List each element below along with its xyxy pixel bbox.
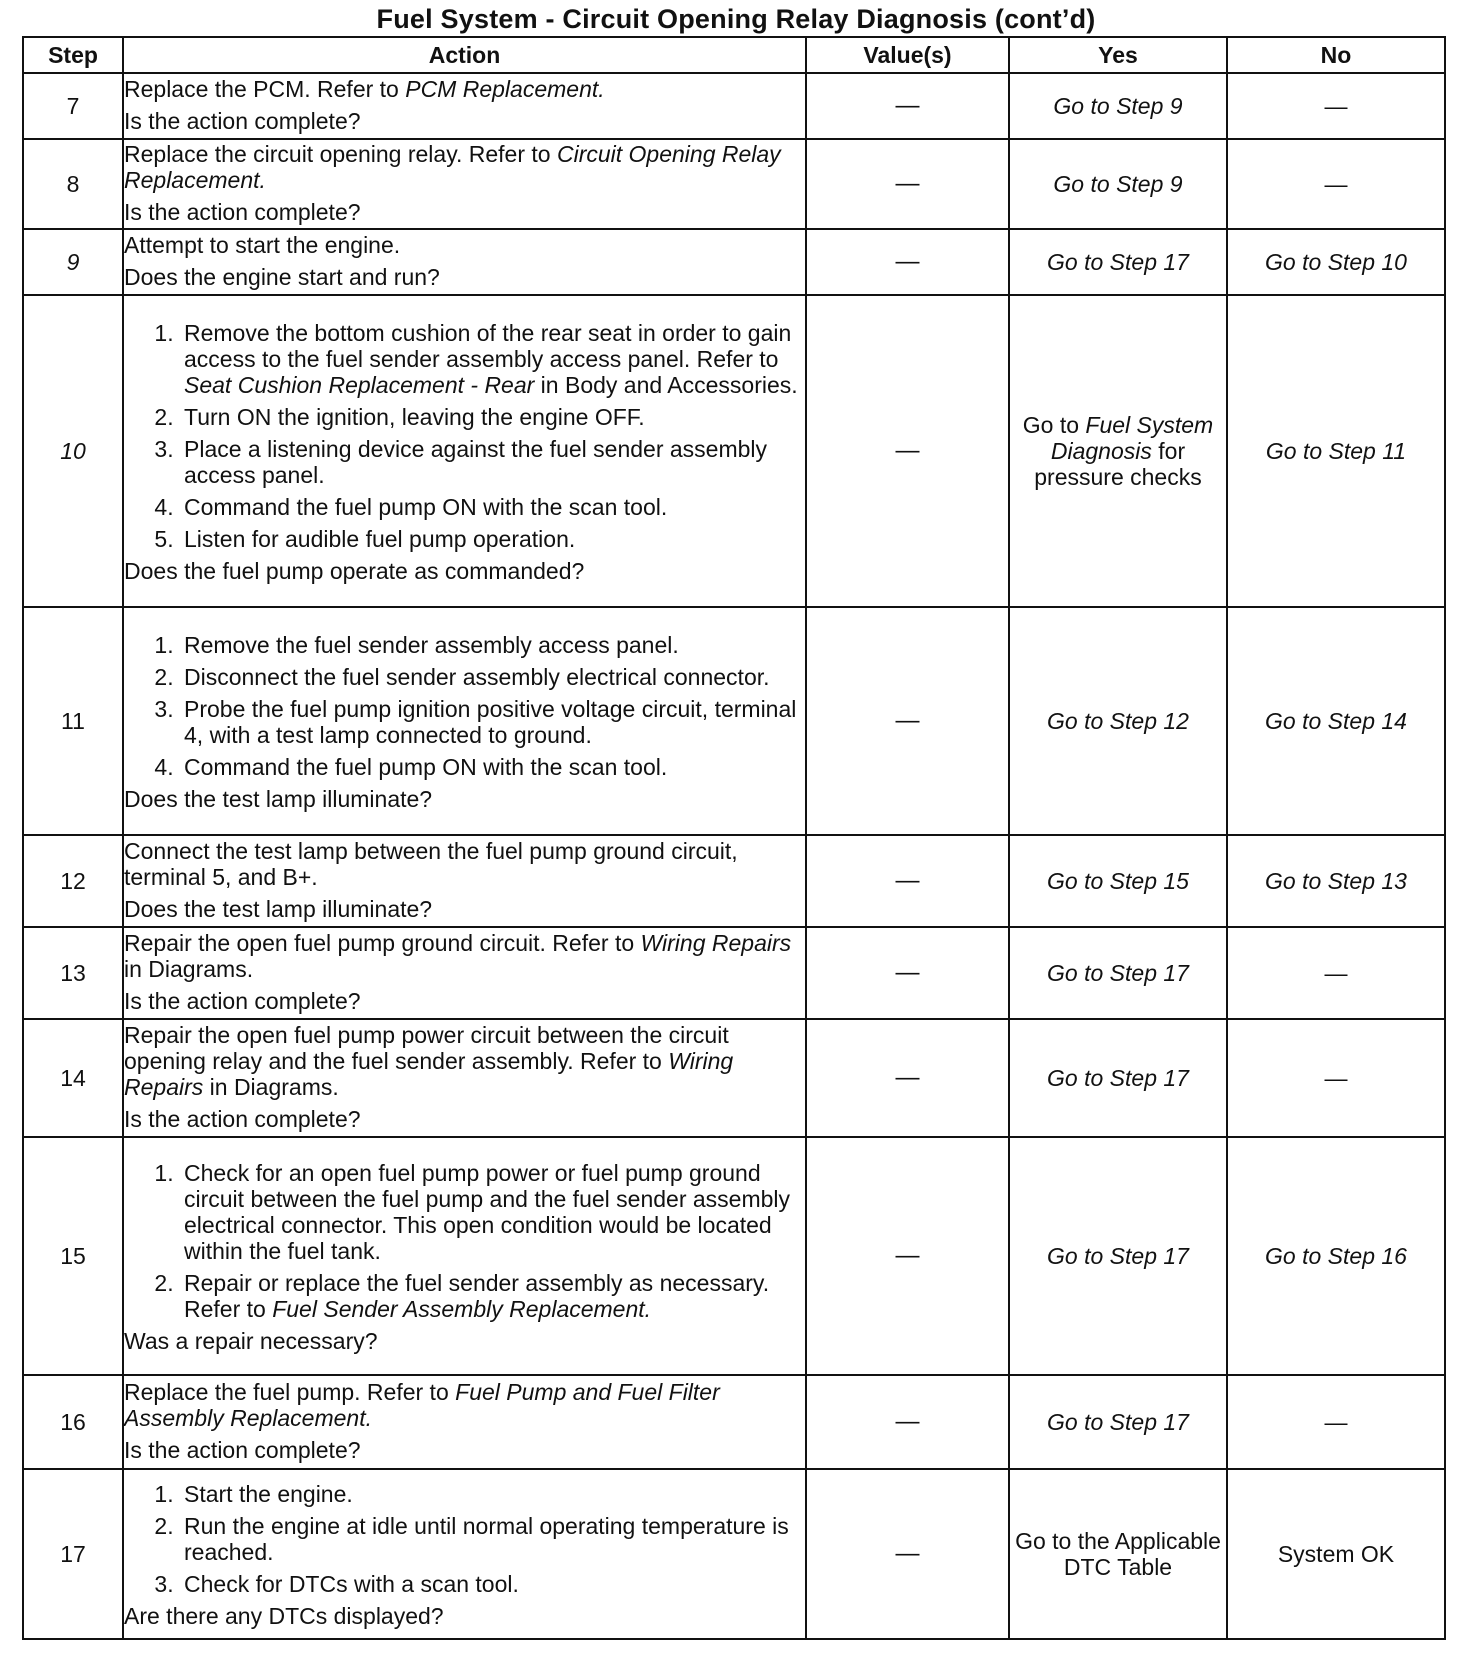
table-row-step-11 bbox=[23, 607, 1445, 835]
action-cell bbox=[123, 139, 806, 229]
step-number: 14 bbox=[23, 1019, 123, 1137]
yes-cell: Go to Step 17 bbox=[1009, 1375, 1227, 1469]
action-step-item: 3. Check for DTCs with a scan tool. bbox=[180, 1571, 805, 1597]
header-action: Action bbox=[123, 37, 806, 73]
yes-cell: Go to the Applicable DTC Table bbox=[1009, 1469, 1227, 1639]
step-number: 15 bbox=[23, 1137, 123, 1375]
action-step-item: 4. Command the fuel pump ON with the scan tool. bbox=[180, 754, 805, 780]
action-cell bbox=[123, 1469, 806, 1639]
action-cell bbox=[123, 1375, 806, 1469]
action-step-item: 1. Check for an open fuel pump power or fuel pump ground circuit between the fuel pump and the fuel sender assembly electrical connector. This open condition would be located within the fuel tank. bbox=[180, 1160, 805, 1264]
table-row-step-8 bbox=[23, 139, 1445, 229]
no-cell: Go to Step 13 bbox=[1227, 835, 1445, 927]
action-step-item: 1. Remove the fuel sender assembly access panel. bbox=[180, 632, 805, 658]
step-number: 10 bbox=[23, 295, 123, 607]
table-row-step-7 bbox=[23, 73, 1445, 139]
action-question: Does the fuel pump operate as commanded? bbox=[124, 558, 585, 584]
action-cell bbox=[123, 73, 806, 139]
action-steps-list bbox=[124, 1481, 805, 1597]
table-row-step-16 bbox=[23, 1375, 1445, 1469]
action-question: Is the action complete? bbox=[124, 108, 361, 134]
value-cell: — bbox=[806, 835, 1009, 927]
value-cell: — bbox=[806, 927, 1009, 1019]
action-step-item: 2. Disconnect the fuel sender assembly electrical connector. bbox=[180, 664, 805, 690]
action-question: Does the engine start and run? bbox=[124, 264, 440, 290]
action-step-item: 1. Start the engine. bbox=[180, 1481, 805, 1507]
no-cell: — bbox=[1227, 139, 1445, 229]
action-steps-list bbox=[124, 320, 805, 552]
action-cell bbox=[123, 1019, 806, 1137]
no-cell: Go to Step 11 bbox=[1227, 295, 1445, 607]
no-cell: Go to Step 14 bbox=[1227, 607, 1445, 835]
value-cell: — bbox=[806, 1019, 1009, 1137]
action-step-item: 2. Repair or replace the fuel sender assembly as necessary. Refer to Fuel Sender Assembly Replacement. bbox=[180, 1270, 805, 1322]
value-cell: — bbox=[806, 295, 1009, 607]
table-row-step-13 bbox=[23, 927, 1445, 1019]
value-cell: — bbox=[806, 1137, 1009, 1375]
table-row-step-10 bbox=[23, 295, 1445, 607]
header-no: No bbox=[1227, 37, 1445, 73]
action-cell bbox=[123, 295, 806, 607]
diagnosis-table bbox=[22, 36, 1446, 1640]
step-number: 9 bbox=[23, 229, 123, 295]
yes-cell: Go to Step 9 bbox=[1009, 73, 1227, 139]
step-number: 8 bbox=[23, 139, 123, 229]
step-number: 13 bbox=[23, 927, 123, 1019]
action-text: Replace the PCM. Refer to PCM Replacement. bbox=[124, 76, 605, 102]
action-text: Replace the circuit opening relay. Refer to Circuit Opening Relay Replacement. bbox=[124, 141, 781, 193]
no-cell: — bbox=[1227, 927, 1445, 1019]
value-cell: — bbox=[806, 73, 1009, 139]
action-step-item: 1. Remove the bottom cushion of the rear seat in order to gain access to the fuel sender assembly access panel. Refer to Seat Cushion Replacement - Rear in Body and Accessories. bbox=[180, 320, 805, 398]
step-number: 17 bbox=[23, 1469, 123, 1639]
table-row-step-14 bbox=[23, 1019, 1445, 1137]
table-row-step-9 bbox=[23, 229, 1445, 295]
table-row-step-12 bbox=[23, 835, 1445, 927]
value-cell: — bbox=[806, 139, 1009, 229]
action-steps-list bbox=[124, 632, 805, 780]
action-text: Repair the open fuel pump ground circuit. Refer to Wiring Repairs in Diagrams. bbox=[124, 930, 792, 982]
action-text: Connect the test lamp between the fuel pump ground circuit, terminal 5, and B+. bbox=[124, 838, 738, 890]
yes-cell: Go to Step 9 bbox=[1009, 139, 1227, 229]
page-title: Fuel System - Circuit Opening Relay Diagnosis (cont’d) bbox=[376, 4, 1096, 34]
action-question: Are there any DTCs displayed? bbox=[124, 1603, 444, 1629]
no-cell: — bbox=[1227, 1375, 1445, 1469]
yes-cell: Go to Step 15 bbox=[1009, 835, 1227, 927]
action-cell bbox=[123, 607, 806, 835]
action-cell bbox=[123, 229, 806, 295]
value-cell: — bbox=[806, 229, 1009, 295]
header-yes: Yes bbox=[1009, 37, 1227, 73]
value-cell: — bbox=[806, 1375, 1009, 1469]
yes-cell: Go to Step 17 bbox=[1009, 229, 1227, 295]
action-question: Does the test lamp illuminate? bbox=[124, 896, 433, 922]
yes-cell: Go to Step 17 bbox=[1009, 1019, 1227, 1137]
no-cell: — bbox=[1227, 73, 1445, 139]
no-cell: System OK bbox=[1227, 1469, 1445, 1639]
action-question: Does the test lamp illuminate? bbox=[124, 786, 433, 812]
yes-cell: Go to Step 12 bbox=[1009, 607, 1227, 835]
no-cell: — bbox=[1227, 1019, 1445, 1137]
action-step-item: 3. Probe the fuel pump ignition positive voltage circuit, terminal 4, with a test lamp connected to ground. bbox=[180, 696, 805, 748]
action-text: Replace the fuel pump. Refer to Fuel Pump and Fuel Filter Assembly Replacement. bbox=[124, 1379, 720, 1431]
action-question: Is the action complete? bbox=[124, 199, 361, 225]
step-number: 16 bbox=[23, 1375, 123, 1469]
table-row-step-17 bbox=[23, 1469, 1445, 1639]
table-header-row bbox=[23, 37, 1445, 73]
action-cell bbox=[123, 1137, 806, 1375]
no-cell: Go to Step 10 bbox=[1227, 229, 1445, 295]
action-question: Was a repair necessary? bbox=[124, 1328, 378, 1354]
value-cell: — bbox=[806, 607, 1009, 835]
action-question: Is the action complete? bbox=[124, 1106, 361, 1132]
action-step-item: 3. Place a listening device against the fuel sender assembly access panel. bbox=[180, 436, 805, 488]
header-values: Value(s) bbox=[806, 37, 1009, 73]
step-number: 7 bbox=[23, 73, 123, 139]
action-text: Repair the open fuel pump power circuit between the circuit opening relay and the fuel sender assembly. Refer to Wiring Repairs in Diagrams. bbox=[124, 1022, 734, 1100]
action-question: Is the action complete? bbox=[124, 1437, 361, 1463]
action-text: Attempt to start the engine. bbox=[124, 232, 401, 258]
action-cell bbox=[123, 927, 806, 1019]
yes-cell: Go to Step 17 bbox=[1009, 1137, 1227, 1375]
yes-cell: Go to Fuel System Diagnosis for pressure checks bbox=[1009, 295, 1227, 607]
yes-cell: Go to Step 17 bbox=[1009, 927, 1227, 1019]
step-number: 11 bbox=[23, 607, 123, 835]
action-steps-list bbox=[124, 1160, 805, 1322]
action-step-item: 4. Command the fuel pump ON with the scan tool. bbox=[180, 494, 805, 520]
header-step: Step bbox=[23, 37, 123, 73]
no-cell: Go to Step 16 bbox=[1227, 1137, 1445, 1375]
action-cell bbox=[123, 835, 806, 927]
step-number: 12 bbox=[23, 835, 123, 927]
value-cell: — bbox=[806, 1469, 1009, 1639]
action-step-item: 2. Turn ON the ignition, leaving the engine OFF. bbox=[180, 404, 805, 430]
table-row-step-15 bbox=[23, 1137, 1445, 1375]
action-step-item: 2. Run the engine at idle until normal operating temperature is reached. bbox=[180, 1513, 805, 1565]
action-question: Is the action complete? bbox=[124, 988, 361, 1014]
action-step-item: 5. Listen for audible fuel pump operation. bbox=[180, 526, 805, 552]
